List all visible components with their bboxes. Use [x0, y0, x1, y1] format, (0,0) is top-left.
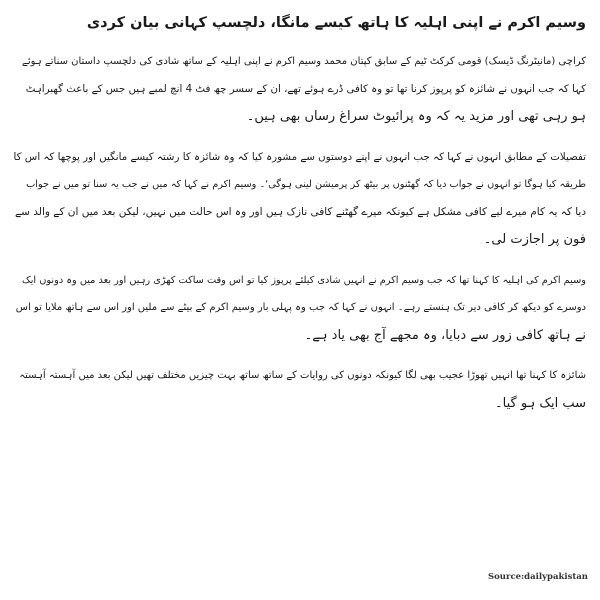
- paragraph-line: طریقہ کیا ہوگا تو انہوں نے جواب دیا کہ گھٹنوں پر بیٹھ کر پرمیشن لینی ہوگی‘۔ وسیم اکرم نے کہا کہ میں نے جب یہ سنا تو میں نے جواب: [26, 179, 586, 190]
- paragraph-line: تفصیلات کے مطابق انہوں نے کہا کہ جب انہوں نے اپنے دوستوں سے مشورہ کیا کہ وہ شائزہ کا رشتہ کیسے مانگیں اور پوچھا کہ اس کا: [14, 150, 586, 163]
- paragraph-line: وسیم اکرم کی اہلیہ کا کہنا تھا کہ جب وسیم اکرم نے انہیں شادی کیلئے پرپوز کیا تو اس وقت ساکت کھڑی رہیں اور بعد میں وہ دونوں ایک: [21, 274, 586, 286]
- paragraph-line: شائزہ کا کہنا تھا انہیں تھوڑا عجیب بھی لگا کیونکہ دونوں کی روایات کے ساتھ ساتھ بہت چیزیں مختلف تھیں لیکن بعد میں آہستہ آہستہ: [19, 370, 586, 381]
- paragraph-line: دیا کہ یہ کام میرے لیے کافی مشکل ہے کیونکہ میرے گھٹنے کافی نازک ہیں اور وہ اس حالت میں نہیں، لیکن بعد میں ان کے والد سے: [14, 205, 586, 218]
- article-paragraph-2: [14, 144, 586, 254]
- paragraph-line: ہو رہی تھی اور مزید یہ کہ وہ پرائیوٹ سراغ رساں بھی ہیں۔: [246, 109, 586, 124]
- paragraph-line: کہا کہ جب انہوں نے شائزہ کو پرپوز کرنا تھا تو وہ کافی ڈرے ہوئے تھے، ان کے سسر چھ فٹ 4 انچ لمبے ہیں جس کے باعث گھبراہٹ: [25, 82, 586, 95]
- article-paragraph-1: [14, 48, 586, 131]
- paragraph-line: سب ایک ہو گیا۔: [495, 395, 586, 411]
- article-paragraph-3: [14, 267, 586, 350]
- paragraph-line: دوسرے کو دیکھ کر کافی دیر تک ہنستے رہے۔ انہوں نے کہا کہ جب وہ پہلی بار وسیم اکرم کے بیٹے سے ملیں اور اس سے ہاتھ ملایا تو اس: [15, 302, 586, 313]
- paragraph-line: نے ہاتھ کافی زور سے دبایا، وہ مجھے آج بھی یاد ہے۔: [304, 327, 586, 343]
- article-headline: وسیم اکرم نے اپنی اہلیہ کا ہاتھ کیسے مانگا، دلچسپ کہانی بیان کردی: [86, 15, 586, 31]
- article-paragraph-4: [14, 362, 586, 417]
- source-credit: Source:dailypakistan: [487, 572, 588, 582]
- paragraph-line: کراچی (مانیٹرنگ ڈیسک) قومی کرکٹ ٹیم کے سابق کپتان محمد وسیم اکرم نے اپنی اہلیہ کے ساتھ شادی کی دلچسپ داستان سناتے ہوئے: [22, 56, 586, 67]
- paragraph-line: فون پر اجازت لی۔: [483, 232, 586, 247]
